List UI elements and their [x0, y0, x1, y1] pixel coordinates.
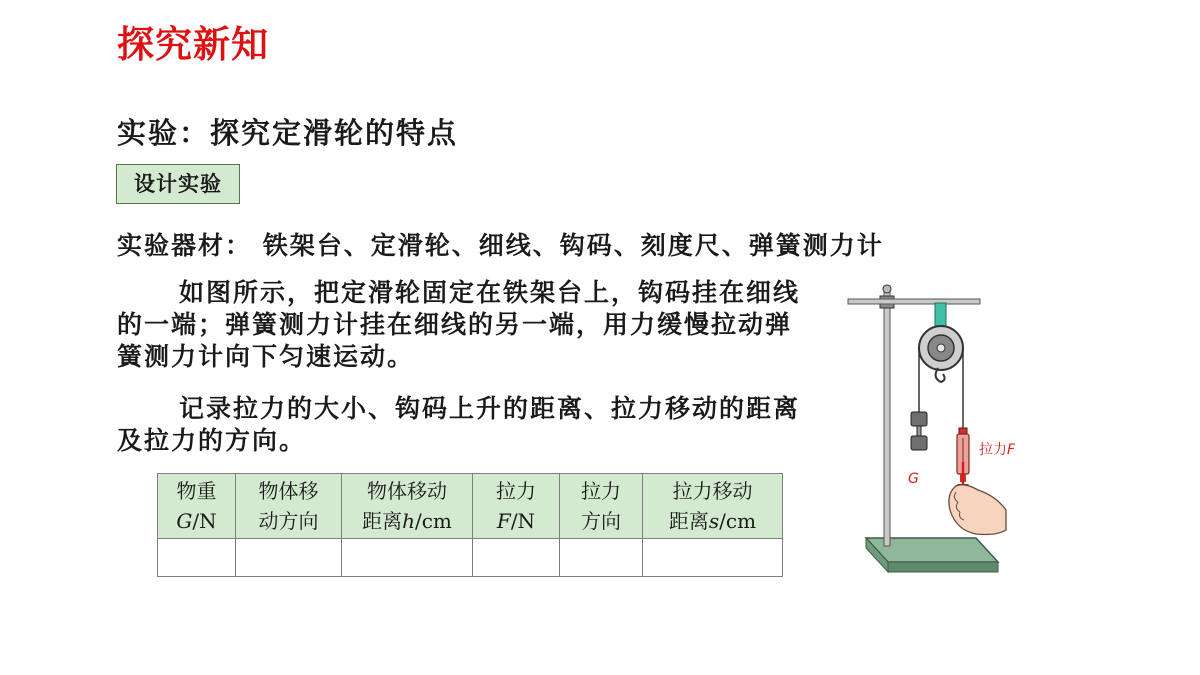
header-force-distance: [643, 474, 783, 539]
design-experiment-badge: 设计实验: [116, 164, 240, 204]
stand-rod: [884, 286, 890, 546]
table-row: [158, 539, 783, 577]
pulley-axle: [937, 344, 945, 352]
table-cell: [560, 539, 643, 577]
header-force: [473, 474, 560, 539]
header-object-direction-line2: 动方向: [258, 509, 319, 533]
data-table: [157, 473, 783, 577]
hooked-weights: [911, 412, 927, 450]
header-weight-unit: /N: [192, 509, 217, 533]
header-force-distance-unit: /cm: [719, 509, 757, 533]
header-object-direction-line1: 物体移: [258, 479, 319, 503]
table-cell: [342, 539, 473, 577]
weight-label: G: [908, 471, 919, 487]
header-force-unit: /N: [510, 509, 536, 533]
experiment-title: 实验：探究定滑轮的特点: [117, 116, 459, 150]
force-label: [979, 441, 1016, 458]
header-force-distance-line1: 拉力移动: [672, 479, 753, 503]
page-title: 探究新知: [117, 23, 269, 66]
table-cell: [236, 539, 342, 577]
header-force-var: F: [496, 509, 511, 533]
clamp-screw: [883, 285, 891, 293]
header-object-distance-unit: /cm: [414, 509, 452, 533]
table-cell: [473, 539, 560, 577]
stand-base-edge: [888, 562, 998, 572]
table-header-row: [158, 474, 783, 539]
force-label-text: 拉力: [979, 442, 1007, 458]
header-object-distance-pre: 距离: [362, 509, 403, 533]
header-force-line1: 拉力: [496, 479, 536, 503]
header-force-distance-var: s: [708, 509, 720, 533]
header-force-direction-line1: 拉力: [581, 479, 621, 503]
header-force-direction-line2: 方向: [581, 509, 621, 533]
header-weight: [158, 474, 236, 539]
table-cell: [158, 539, 236, 577]
instruction-paragraph-1: 如图所示，把定滑轮固定在铁架台上，钩码挂在细线的一端；弹簧测力计挂在细线的另一端，用力缓慢拉动弹簧测力计向下匀速运动。: [117, 278, 801, 371]
crossbar: [848, 299, 980, 304]
header-weight-var: G: [176, 509, 193, 533]
header-force-distance-pre: 距离: [668, 509, 709, 533]
materials-line: 实验器材： 铁架台、定滑轮、细线、钩码、刻度尺、弹簧测力计: [117, 231, 884, 260]
table-cell: [643, 539, 783, 577]
instruction-paragraph-2: 记录拉力的大小、钩码上升的距离、拉力移动的距离及拉力的方向。: [117, 394, 801, 455]
header-object-direction: [236, 474, 342, 539]
header-force-direction: [560, 474, 643, 539]
header-object-distance: [342, 474, 473, 539]
fixed-pulley-apparatus-figure: [838, 280, 1018, 580]
header-weight-line1: 物重: [176, 479, 217, 503]
force-label-var: F: [1007, 442, 1016, 458]
header-object-distance-line1: 物体移动: [367, 479, 447, 503]
header-object-distance-var: h: [402, 509, 415, 533]
